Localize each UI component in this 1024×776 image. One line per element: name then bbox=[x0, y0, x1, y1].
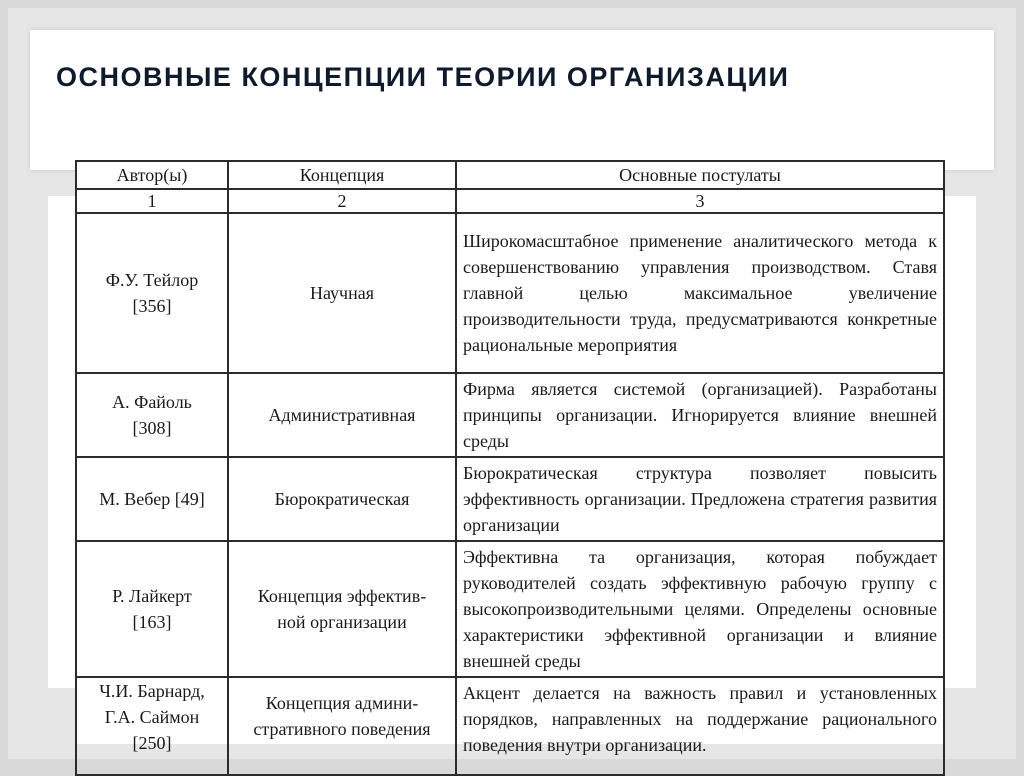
author-line: Г.А. Саймон bbox=[104, 707, 200, 727]
concept-line: Бюрократическая bbox=[274, 489, 410, 509]
concept-cell bbox=[228, 213, 456, 373]
header-authors: Автор(ы) bbox=[76, 161, 228, 189]
table-row bbox=[76, 541, 944, 677]
concept-line: стративного поведения bbox=[253, 719, 431, 739]
author-line: [163] bbox=[132, 612, 172, 632]
table-row bbox=[76, 373, 944, 457]
concept-line: Концепция админи- bbox=[265, 693, 419, 713]
author-cell bbox=[76, 373, 228, 457]
concept-cell bbox=[228, 457, 456, 541]
postulate-cell: Бюрократическая структура позволяет повысить эффективность организации. Предложена стратегия развития организации bbox=[456, 457, 944, 541]
concepts-table-image bbox=[75, 160, 943, 755]
author-line: [308] bbox=[132, 418, 172, 438]
postulate-cell: Широкомасштабное применение аналитического метода к совершенствованию управления производством. Ставя главной целью максимальное увеличение производительности труда, предусматриваются конкретные рациональные мероприятия bbox=[456, 213, 944, 373]
concept-line: ной организации bbox=[277, 612, 407, 632]
header-postulates: Основные постулаты bbox=[456, 161, 944, 189]
author-line: М. Вебер [49] bbox=[99, 489, 205, 509]
table-row bbox=[76, 457, 944, 541]
author-line: Р. Лайкерт bbox=[112, 586, 192, 606]
author-cell bbox=[76, 541, 228, 677]
postulate-cell: Эффективна та организация, которая побуждает руководителей создать эффективную рабочую группу с высокопроизводительными целями. Определены основные характеристики эффективной организации и влияние внешней среды bbox=[456, 541, 944, 677]
column-number: 1 bbox=[76, 189, 228, 213]
postulate-cell: Фирма является системой (организацией). Разработаны принципы организации. Игнорируется влияние внешней среды bbox=[456, 373, 944, 457]
table-row bbox=[76, 677, 944, 775]
concept-line: Административная bbox=[268, 405, 416, 425]
column-number: 2 bbox=[228, 189, 456, 213]
postulate-cell: Акцент делается на важность правил и установленных порядков, направленных на поддержание рационального поведения внутри организации. bbox=[456, 677, 944, 775]
slide-title: ОСНОВНЫЕ КОНЦЕПЦИИ ТЕОРИИ ОРГАНИЗАЦИИ bbox=[56, 62, 790, 92]
author-line: [356] bbox=[132, 296, 172, 316]
concept-line: Концепция эффектив- bbox=[257, 586, 427, 606]
concept-line: Научная bbox=[309, 283, 375, 303]
author-cell bbox=[76, 677, 228, 775]
author-line: Ф.У. Тейлор bbox=[105, 270, 199, 290]
concept-cell bbox=[228, 677, 456, 775]
title-panel bbox=[30, 30, 994, 170]
table-header-row bbox=[76, 161, 944, 189]
author-cell bbox=[76, 457, 228, 541]
table-row bbox=[76, 213, 944, 373]
concepts-table bbox=[75, 160, 945, 776]
concept-cell bbox=[228, 541, 456, 677]
author-cell bbox=[76, 213, 228, 373]
column-number-row bbox=[76, 189, 944, 213]
column-number: 3 bbox=[456, 189, 944, 213]
header-concept: Концепция bbox=[228, 161, 456, 189]
author-line: А. Файоль bbox=[112, 392, 192, 412]
concept-cell bbox=[228, 373, 456, 457]
author-line: [250] bbox=[132, 733, 172, 753]
author-line: Ч.И. Барнард, bbox=[99, 681, 205, 701]
